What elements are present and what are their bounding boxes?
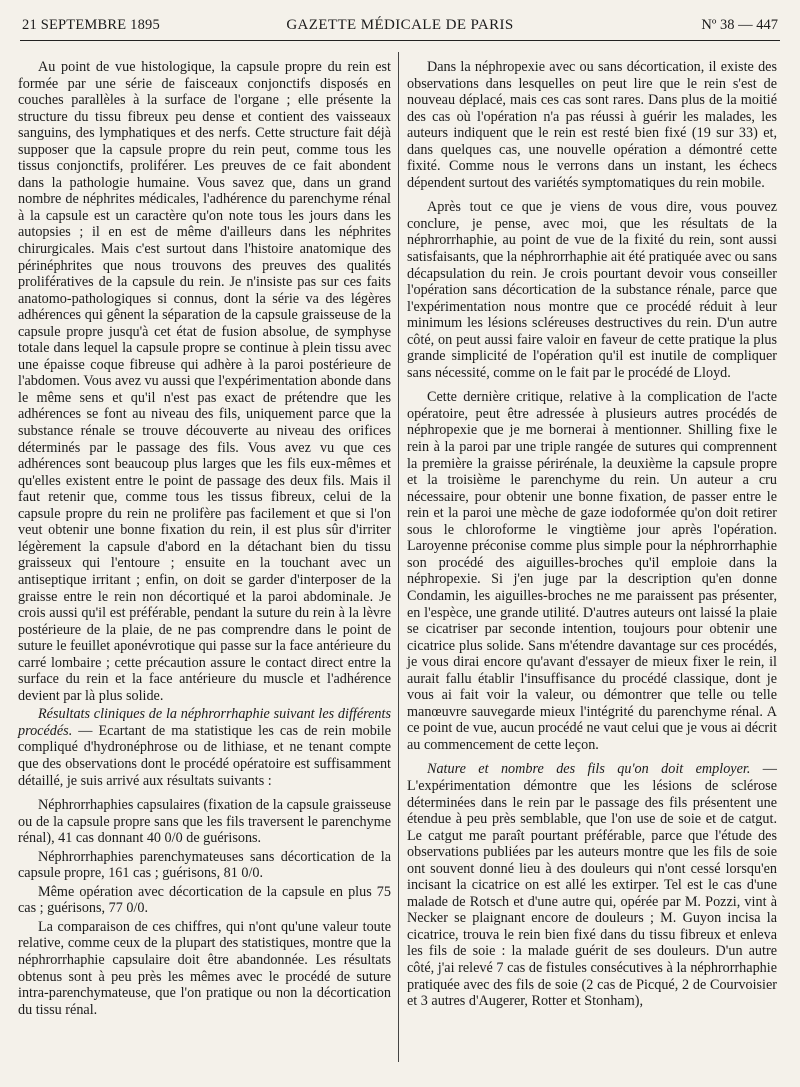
- header-title: GAZETTE MÉDICALE DE PARIS: [286, 17, 514, 33]
- column-divider: [398, 52, 399, 1062]
- header-rule: [20, 40, 780, 41]
- header-page-number: Nº 38 — 447: [701, 17, 778, 33]
- paragraph-clinical-results: [18, 706, 391, 789]
- paragraph-other-procedures: Cette dernière critique, relative à la complication de l'acte opératoire, peut être adressée à plusieurs autres procédés de néphropexie que je me bornerai à mentionner. Shilling fixe le rein à la paroi par une triple rangée de sutures qui comprennent la première la graisse périrénale, la deuxième la capsule propre et la troisième le parenchyme du rein. Un auteur a cru nécessaire, pour obtenir une bonne fixation, de passer entre le rein et la paroi une mèche de gaze iodoformée qu'on doit retirer sous le chloroforme le vingtième jour après l'opération. Laroyenne préconise comme plus simple pour la néphrorrhaphie son procédé des aiguilles-broches qu'il emploie dans la néphropexie. Si j'en juge par la description qu'en donne Condamin, les aiguilles-broches ne me paraissent pas présenter, en l'espèce, une grande utilité. D'autres auteurs ont laissé la plaie se cicatriser par seconde intention, toujours pour obtenir une cicatrice plus solide. Sans m'étendre davantage sur ces procédés, je vous dirai encore qu'avant d'essayer de mieux fixer le rein, il aurait fallu établir l'insuffisance du procédé classique, dont je vous ai fait voir la valeur, ou démontrer que telle ou telle manœuvre sauvegarde mieux l'intégrité du parenchyme rénal. A ce point de vue, aucun procédé ne vaut celui que je vous ai décrit au commencement de cette leçon.: [407, 389, 777, 753]
- paragraph-histology: Au point de vue histologique, la capsule propre du rein est formée par une série de faisceaux conjonctifs disposés en couches parallèles à la surface de l'organe ; elle présente la structure du tissu fibreux peu dense et contient des vaisseaux sanguins, des lymphatiques et des nerfs. Cette structure fait déjà supposer que la capsule propre du rein peut, comme tous les tissus conjonctifs, proliférer. Les preuves de ce fait abondent dans la pathologie humaine. Vous savez que, dans un grand nombre de néphrites médicales, l'adhérence du parenchyme rénal à la capsule est un caractère qu'on note tous les jours dans les autopsies ; il en est de même d'ailleurs dans les néphrites chirurgicales. Mais c'est surtout dans l'histoire anatomique des périnéphrites que nous trouvons des preuves des qualités prolifératives de la capsule du rein. Je n'insiste pas sur ces faits anatomo-pathologiques si connus, dont la série va des légères adhérences qui gênent la séparation de la capsule graisseuse de la capsule propre jusqu'à cet état de fusion absolue, de symphyse totale dans lequel la capsule propre se continue à plein tissu avec une épaisse coque fibreuse qui adhère à la paroi postérieure de l'abdomen. Vous avez vu aussi que l'expérimentation abonde dans le même sens et qu'il n'est pas exact de prétendre que les adhérences se font au niveau des fils, uniquement parce que la substance rénale se trouve découverte au niveau des orifices déterminés par le passage des fils. Vous avez vu que ces adhérences sont beaucoup plus larges que les fils eux-mêmes et qu'elles existent entre le point de passage des deux fils. Mais il faut retenir que, comme tous les tissus fibreux, celui de la capsule propre du rein ne prolifère pas facilement et que si l'on veut obtenir une bonne fixation du rein, il est plus sûr d'irriter légèrement la capsule d'abord en la détachant bien du tissu graisseux qui l'entoure ; ensuite en la touchant avec un antiseptique irritant ; enfin, on doit se garder d'interposer de la graisse entre le rein non décortiqué et la paroi abdominale. Je crois aussi qu'il est préférable, pendant la suture du rein à la lèvre postérieure de la plaie, de ne pas comprendre dans le point de suture le feuillet aponévrotique qui passe sur la face antérieure du carré lombaire ; cette précaution assure le contact direct entre la surface du rein et la face antérieure du muscle et l'adhérence devient par là plus solide.: [18, 59, 391, 704]
- section-heading-clinical-results: Résultats cliniques de la néphrorrhaphie suivant les différents procédés.: [18, 706, 391, 739]
- paragraph-sutures: [407, 761, 777, 1009]
- paragraph-capsular-stats: Néphrorrhaphies capsulaires (fixation de la capsule graisseuse ou de la capsule propre sans que les fils traversent le parenchyme rénal), 41 cas donnant 40 0/0 de guérisons.: [18, 797, 391, 847]
- paragraph-sutures-text: — L'expérimentation démontre que les lésions de sclérose déterminées dans le rein par le passage des fils présentent une étendue à peu près semblable, que l'on use de soie et de catgut. Le catgut me paraît pourtant préférable, parce que l'étude des observations publiées par les auteurs montre que les fils de soie ont souvent donné lieu à des douleurs qui n'ont cessé lorsqu'en incisant la cicatrice on est allé les extirper. Tel est le cas d'une malade de Rotsch et d'une autre qui, opérée par M. Pozzi, vint à Necker se plaignant encore de douleurs ; M. Guyon incisa la cicatrice, trouva le rein bien fixé dans du tissu fibreux et enleva les fils de soie : la malade guérit de ses douleurs. D'un autre côté, j'ai relevé 7 cas de fistules consécutives à la néphrorrhaphie pratiquée avec des fils de soie (2 cas de Picqué, 2 de Courvoisier et 3 autres d'Augerer, Rotter et Stonham),: [407, 761, 777, 1010]
- header-date: 21 SEPTEMBRE 1895: [22, 17, 160, 33]
- paragraph-decortication-stats: Même opération avec décortication de la capsule en plus 75 cas ; guérisons, 77 0/0.: [18, 883, 391, 917]
- left-column: [18, 59, 391, 1018]
- paragraph-nephropexy: Dans la néphropexie avec ou sans décortication, il existe des observations dans lesquelles on peut lire que le rein s'est de nouveau déplacé, mais ces cas sont rares. Dans plus de la moitié des cas où l'opération n'a pas réussi à guérir les malades, les auteurs indiquent que le rein est resté bien fixé (19 sur 33) et, dans quelques cas, une nouvelle opération a démontré cette fixité. Comme nous le verrons dans un instant, les échecs dépendent surtout des variétés symptomatiques du rein mobile.: [407, 59, 777, 191]
- right-column: [407, 59, 777, 1010]
- page-header: [22, 14, 778, 36]
- section-heading-sutures: Nature et nombre des fils qu'on doit employer.: [427, 761, 751, 778]
- paragraph-parenchymal-stats: Néphrorrhaphies parenchymateuses sans décortication de la capsule propre, 161 cas ; guérisons, 81 0/0.: [18, 848, 391, 882]
- paragraph-clinical-results-text: — Ecartant de ma statistique les cas de rein mobile compliqué d'hydronéphrose ou de lithiase, et ne tenant compte que des observations dont le procédé opératoire est suffisamment détaillé, je suis arrivé aux résultats suivants :: [18, 722, 391, 789]
- paragraph-comparison: La comparaison de ces chiffres, qui n'ont qu'une valeur toute relative, comme ceux de la plupart des statistiques, montre que la néphrorrhaphie capsulaire doit être abandonnée. Les résultats obtenus sont à peu près les mêmes avec le procédé de suture intra-parenchymateuse, que l'on pratique ou non la décortication du tissu rénal.: [18, 918, 391, 1018]
- paragraph-conclusion: Après tout ce que je viens de vous dire, vous pouvez conclure, je pense, avec moi, que les résultats de la néphrorrhaphie, au point de vue de la fixité du rein, sont aussi satisfaisants, que la néphrorrhaphie ait été pratiquée avec ou sans décapsulation du rein. Je crois pourtant devoir vous conseiller l'opération sans décortication de la substance rénale, parce que l'expérimentation nous montre que ce procédé réduit à leur minimum les lésions scléreuses destructives du rein. D'un autre côté, on peut aussi faire valoir en faveur de cette pratique la plus grande simplicité de l'opération qu'il est inutile de compliquer sans nécessité, comme on le fait par le procédé de Lloyd.: [407, 199, 777, 381]
